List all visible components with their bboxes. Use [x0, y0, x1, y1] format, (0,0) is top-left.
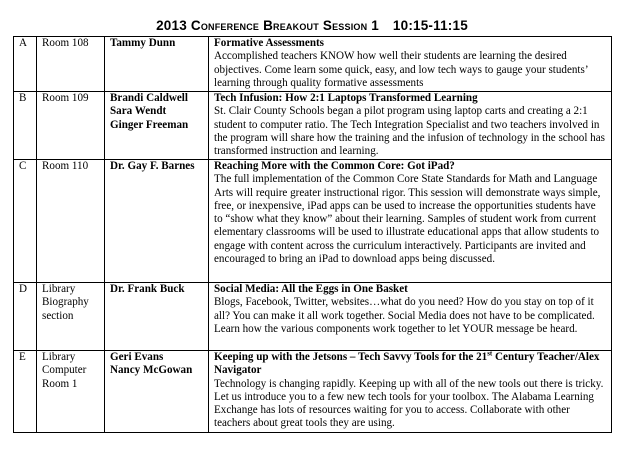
- session-title: [214, 351, 607, 378]
- session-letter: B: [14, 92, 37, 160]
- session-room: Room 108: [37, 37, 105, 92]
- presenter-name: Dr. Frank Buck: [110, 283, 185, 295]
- session-letter: E: [14, 351, 37, 433]
- session-description: Technology is changing rapidly. Keeping up with all of the new tools out there is tricky. Let us introduce you to a few new tech tools for your toolbox. The Alabama Learning Exchange has lots of resources waiting for you to access. Collaborate with other teachers about great tools they are using.: [214, 377, 604, 430]
- session-title-part: Century Teacher/Alex Navigator: [214, 351, 600, 377]
- session-title: Reaching More with the Common Core: Got iPad?: [214, 160, 455, 172]
- session-details: [209, 37, 612, 92]
- session-presenters: [105, 283, 209, 351]
- session-row-c: [14, 160, 612, 283]
- session-details: [209, 351, 612, 433]
- session-details: [209, 283, 612, 351]
- session-description: Accomplished teachers KNOW how well their students are learning the desired objectives. Come learn some quick, easy, and low tech ways to gauge your students’ learning through quality formative assessments: [214, 50, 588, 89]
- title-event: Conference Breakout Session 1: [190, 18, 379, 33]
- session-row-e: [14, 351, 612, 433]
- presenter-name: Ginger Freeman: [110, 118, 189, 131]
- presenter-name: Brandi Caldwell: [110, 92, 188, 104]
- session-details: [209, 92, 612, 160]
- session-room: Library Biography section: [37, 283, 105, 351]
- title-year: 2013: [156, 18, 187, 33]
- presenter-name: Tammy Dunn: [110, 37, 176, 49]
- session-details: [209, 160, 612, 283]
- session-title-superscript: st: [487, 350, 493, 358]
- session-title: Formative Assessments: [214, 37, 324, 49]
- session-row-d: [14, 283, 612, 351]
- session-presenters: [105, 351, 209, 433]
- session-letter: C: [14, 160, 37, 283]
- session-letter: A: [14, 37, 37, 92]
- session-description: Blogs, Facebook, Twitter, websites…what do you need? How do you stay on top of it all? You can make it all work together. Social Media does not have to be complicated. Learn how the various components work together to let YOUR message be heard.: [214, 296, 595, 335]
- presenter-name: Nancy McGowan: [110, 364, 193, 377]
- session-row-b: [14, 92, 612, 160]
- sessions-table: [13, 36, 612, 433]
- presenter-name: Sara Wendt: [110, 105, 167, 118]
- session-title-part: Keeping up with the Jetsons – Tech Savvy Tools for the 21: [214, 351, 488, 363]
- presenter-name: Geri Evans: [110, 351, 164, 363]
- session-presenters: [105, 160, 209, 283]
- session-description: The full implementation of the Common Core State Standards for Math and Language Arts will require greater instructional rigor. This session will demonstrate ways simple, free, or inexpensive, iPad apps can be used to increase the opportunities students have to “show what they know” about their learning. Samples of student work from current elementary classrooms will be used to illustrate educational apps that allow students to engage with content across the curriculum interactively. Participants are invited and encouraged to bring an iPad to download apps being discussed.: [214, 173, 601, 266]
- session-letter: D: [14, 283, 37, 351]
- presenter-name: Dr. Gay F. Barnes: [110, 160, 195, 172]
- session-room: Library Computer Room 1: [37, 351, 105, 433]
- session-room: Room 109: [37, 92, 105, 160]
- session-row-a: [14, 37, 612, 92]
- title-time: 10:15-11:15: [392, 18, 468, 33]
- session-room: Room 110: [37, 160, 105, 283]
- session-presenters: [105, 37, 209, 92]
- session-title: Social Media: All the Eggs in One Basket: [214, 283, 408, 295]
- session-presenters: [105, 92, 209, 160]
- session-description: St. Clair County Schools began a pilot program using laptop carts and creating a 2:1 student to computer ratio. The Tech Integration Specialist and two teachers involved in the program will share how the training and the infusion of technology in the school has transformed instruction and learning.: [214, 105, 605, 158]
- session-title: Tech Infusion: How 2:1 Laptops Transformed Learning: [214, 92, 478, 104]
- page-title: [0, 18, 624, 33]
